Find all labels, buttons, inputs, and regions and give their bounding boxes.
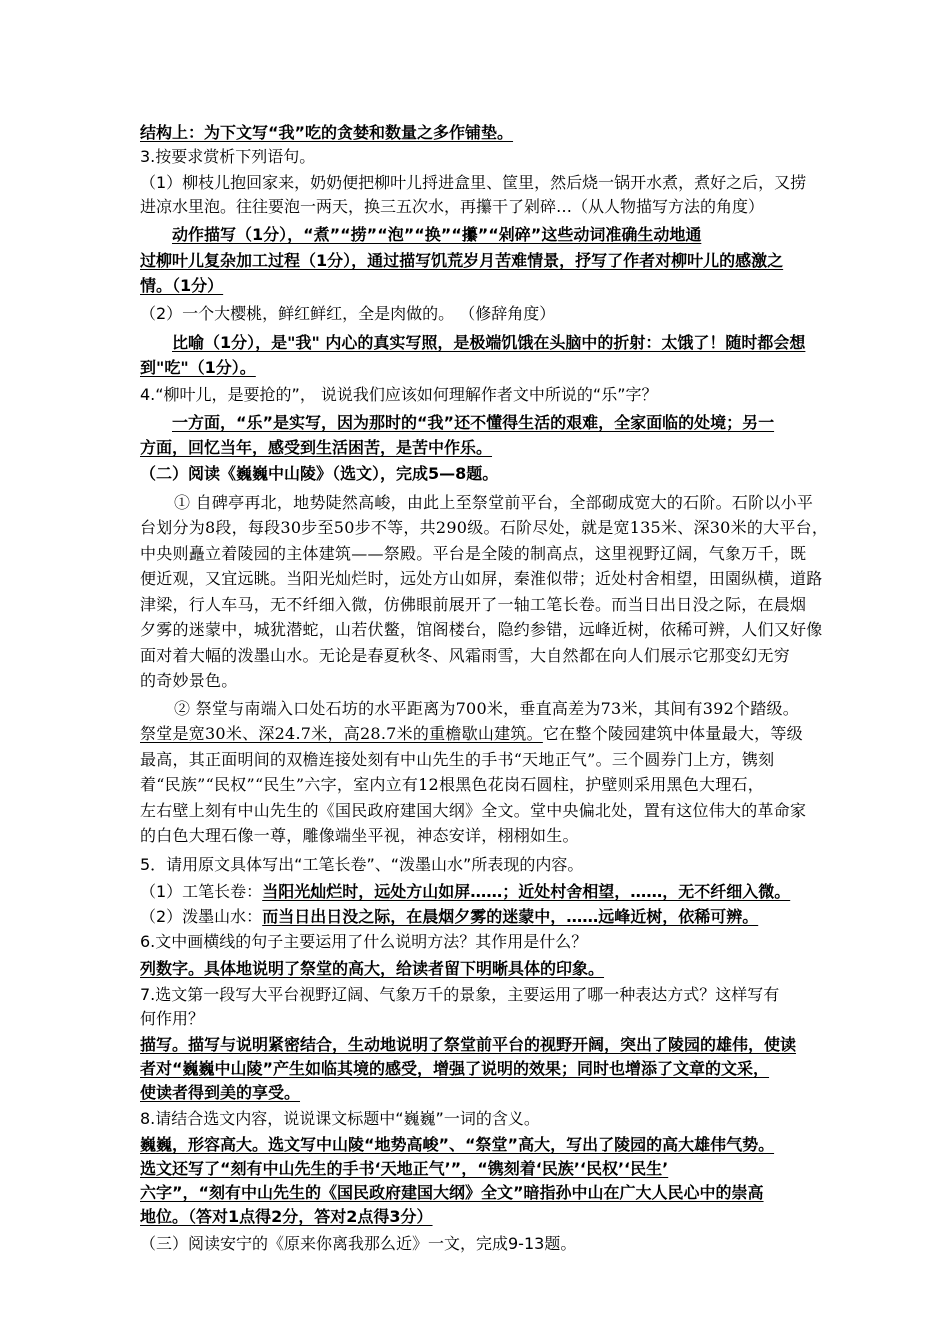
answer-label: （2）泼墨山水： (140, 906, 263, 926)
answer-text: 结构上：为下文写“我”吃的贪婪和数量之多作铺垫。 (140, 123, 514, 142)
passage-line: 面对着大幅的泼墨山水。无论是春夏秋冬、风霜雨雪，大自然都在向人们展示它那变幻无穷 (140, 645, 791, 665)
answer-text: 描写。描写与说明紧密结合，生动地说明了祭堂前平台的视野开阔，突出了陵园的雄伟，使读 (140, 1034, 797, 1054)
passage-line (140, 721, 810, 747)
underlined-sentence: 祭堂是宽30米、深24.7米，高28.7米的重檐歇山建筑。 (140, 724, 543, 743)
answer-line (140, 906, 810, 928)
answer-text: 比喻（1分），是"我" 内心的真实写照，是极端饥饿在头脑中的折射：太饿了！随时都会想 (172, 332, 806, 352)
passage-line: 着“民族”“民权”“民生”六字，室内立有12根黑色花岗石圆柱，护壁则采用黑色大理石， (140, 775, 764, 794)
answer-text: 当阳光灿烂时，远处方山如屏……；近处村舍相望，……，无不纤细入微。 (262, 881, 791, 901)
question-text: （1）柳枝儿抱回家来，奶奶便把柳叶儿捋进盒里、筐里，然后烧一锅开水煮，煮好之后，又捞 (140, 173, 807, 192)
question-text: 8.请结合选文内容，说说课文标题中“巍巍”一词的含义。 (140, 1108, 540, 1128)
question-text: 6.文中画横线的句子主要运用了什么说明方法？其作用是什么？ (140, 931, 588, 951)
answer-text: 巍巍，形容高大。选文写中山陵“地势高峻”、“祭堂”高大，写出了陵园的高大雄伟气势。 (140, 1134, 775, 1154)
passage-paragraph-2 (140, 696, 810, 849)
answer-text: 过柳叶儿复杂加工过程（1分），通过描写饥荒岁月苦难情景，抒写了作者对柳叶儿的感激之 (140, 250, 784, 270)
question-heading: 3.按要求赏析下列语句。 (140, 147, 316, 166)
answer-text: 使读者得到美的享受。 (140, 1082, 301, 1102)
question-text: 7.选文第一段写大平台视野辽阔、气象万千的景象，主要运用了哪一种表达方式？这样写有 (140, 984, 780, 1004)
passage-line: 的白色大理石像一尊，雕像端坐平视，神态安详，栩栩如生。 (140, 826, 579, 845)
answer-text: 者对“巍巍中山陵”产生如临其境的感受，增强了说明的效果；同时也增添了文章的文采， (140, 1058, 770, 1078)
passage-line: 左右壁上刻有中山先生的《国民政府建国大纲》全文。堂中央偏北处，置有这位伟大的革命家 (140, 800, 807, 820)
answer-text: 六字”，“刻有中山先生的《国民政府建国大纲》全文”暗指孙中山在广大人民心中的崇高 (140, 1182, 764, 1202)
section-heading: （二）阅读《巍巍中山陵》（选文），完成5—8题。 (140, 463, 499, 483)
answer-text: 而当日出日没之际，在晨烟夕雾的迷蒙中，……远峰近树，依稀可辨。 (262, 906, 759, 926)
answer-text: 到"吃"（1分）。 (140, 358, 256, 377)
answer-text: 列数字。具体地说明了祭堂的高大，给读者留下明晰具体的印象。 (140, 958, 605, 978)
answer-text: 一方面，“乐”是实写，因为那时的“我”还不懂得生活的艰难，全家面临的处境；另一 (172, 412, 775, 432)
passage-line: ① 自碑亭再北，地势陡然高峻，由此上至祭堂前平台，全部砌成宽大的石阶。石阶以小平 (174, 492, 814, 512)
answer-text: 方面，回忆当年，感受到生活困苦，是苦中作乐。 (140, 438, 493, 457)
answer-text: 情。（1分） (140, 276, 224, 295)
document-page (140, 122, 829, 1255)
answer-label: （1）工笔长卷： (140, 881, 263, 901)
question-text: 5．请用原文具体写出“工笔长卷”、“泼墨山水”所表现的内容。 (140, 854, 584, 874)
passage-line: 最高，其正面明间的双檐连接处刻有中山先生的手书“天地正气”。三个圆券门上方，镌刻 (140, 749, 775, 769)
passage-line: 中央则矗立着陵园的主体建筑——祭殿。平台是全陵的制高点，这里视野辽阔，气象万千，既 (140, 543, 807, 563)
passage-line: 便近观，又宜远眺。当阳光灿烂时，远处方山如屏，秦淮似带；近处村舍相望，田園纵横，道路 (140, 569, 823, 588)
passage-line: 台划分为8段，每段30步至50步不等，共290级。石阶尽处，就是宽135米、深30米的大平台， (140, 518, 829, 537)
passage-line: ② 祭堂与南端入口处石坊的水平距离为700米，垂直高差为73米，其间有392个踏级。 (174, 698, 800, 718)
question-text: 何作用？ (140, 1008, 205, 1028)
passage-line: 的奇妙景色。 (140, 671, 238, 690)
passage-paragraph-1 (140, 490, 829, 694)
passage-line: 津梁，行人车马，无不纤细入微，仿佛眼前展开了一轴工笔长卷。而当日出日没之际，在晨烟 (140, 594, 807, 614)
answer-text: 动作描写（1分），“煮”“捞”“泡”“换”“攥”“剁碎”这些动词准确生动地通 (172, 225, 702, 244)
question-text: 进凉水里泡。往往要泡一两天，换三五次水，再攥干了剁碎…（从人物描写方法的角度） (140, 197, 765, 216)
question-text: 4.“柳叶儿，是要抢的”， 说说我们应该如何理解作者文中所说的“乐”字？ (140, 384, 658, 404)
answer-text: 选文还写了“刻有中山先生的手书‘天地正气’”，“镌刻着‘民族’‘民权’‘民生’ (140, 1158, 669, 1178)
section-heading: （三）阅读安宁的《原来你离我那么近》一文，完成9-13题。 (140, 1233, 577, 1253)
answer-text: 地位。（答对1点得2分，答对2点得3分） (140, 1206, 433, 1226)
passage-line-continuation: 它在整个陵园建筑中体量最大，等级 (542, 724, 803, 743)
question-text: （2）一个大樱桃，鲜红鲜红，全是肉做的。 （修辞角度） (140, 303, 556, 323)
answer-line (140, 881, 810, 903)
passage-line: 夕雾的迷蒙中，城犹潜蛇，山若伏鳖，馆阁楼台，隐约参错，远峰近树，依稀可辨，人们又好像 (140, 620, 823, 639)
